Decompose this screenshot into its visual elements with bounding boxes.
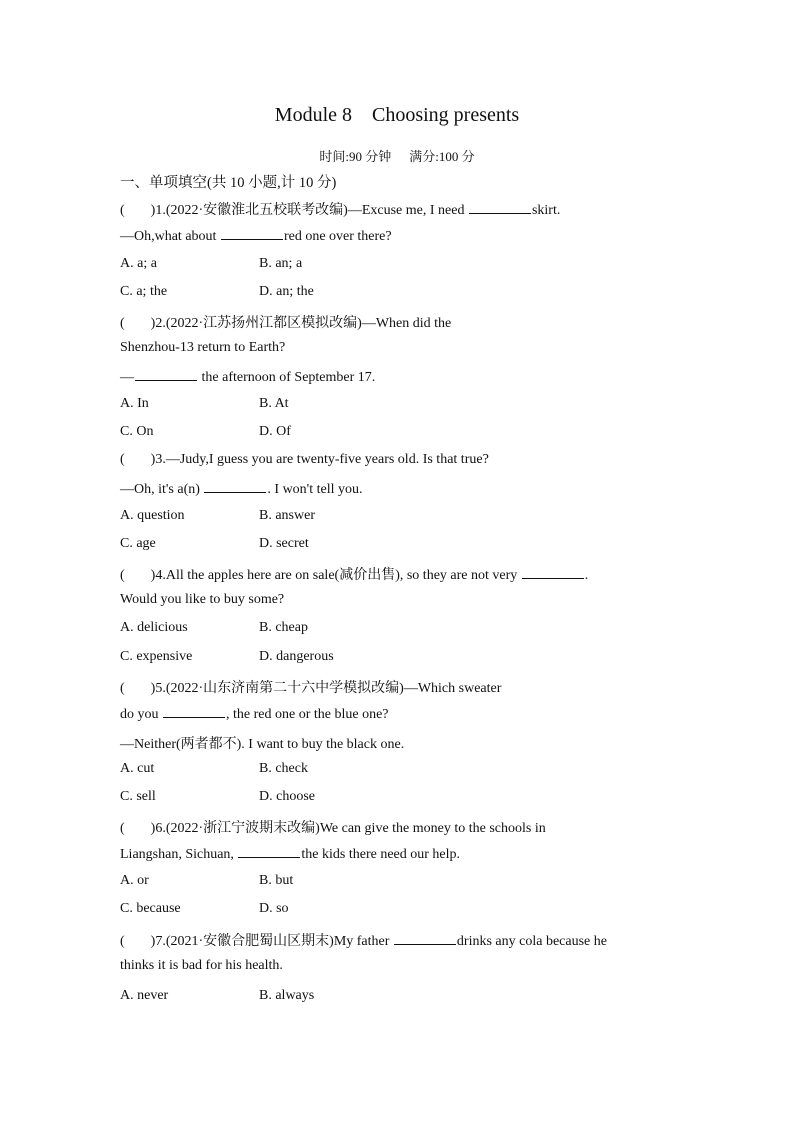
option-d[interactable]: D. choose bbox=[259, 789, 315, 804]
option-a[interactable]: A. delicious bbox=[120, 620, 188, 635]
option-d[interactable]: D. secret bbox=[259, 536, 309, 551]
option-c[interactable]: C. a; the bbox=[120, 284, 168, 299]
question-3: ( )3.—Judy,I guess you are twenty-five years old. Is that true? bbox=[120, 452, 489, 467]
option-b[interactable]: B. answer bbox=[259, 508, 315, 523]
option-a[interactable]: A. question bbox=[120, 508, 185, 523]
answer-blank[interactable] bbox=[204, 480, 266, 493]
option-a[interactable]: A. or bbox=[120, 873, 149, 888]
option-d[interactable]: D. Of bbox=[259, 424, 291, 439]
answer-blank[interactable] bbox=[522, 566, 584, 579]
question-2: ( )2.(2022·江苏扬州江都区模拟改编)—When did the bbox=[120, 316, 452, 331]
option-d[interactable]: D. dangerous bbox=[259, 649, 334, 664]
question-5-cont: do you , the red one or the blue one? bbox=[120, 707, 389, 722]
module-label: Module 8 bbox=[274, 104, 352, 126]
question-7: ( )7.(2021·安徽合肥蜀山区期末)My father drinks any cola because he bbox=[120, 934, 607, 949]
question-7-cont: thinks it is bad for his health. bbox=[120, 958, 283, 973]
answer-blank[interactable] bbox=[238, 845, 300, 858]
option-c[interactable]: C. sell bbox=[120, 789, 156, 804]
answer-blank[interactable] bbox=[394, 932, 456, 945]
option-c[interactable]: C. age bbox=[120, 536, 156, 551]
option-d[interactable]: D. an; the bbox=[259, 284, 314, 299]
answer-blank[interactable] bbox=[221, 227, 283, 240]
option-b[interactable]: B. an; a bbox=[259, 256, 303, 271]
page-title bbox=[0, 104, 794, 127]
question-3-reply: —Oh, it's a(n) . I won't tell you. bbox=[120, 482, 363, 497]
exam-meta bbox=[0, 146, 794, 165]
question-4: ( )4.All the apples here are on sale(减价出售), so they are not very . bbox=[120, 568, 589, 583]
section-title: 一、单项填空(共 10 小题,计 10 分) bbox=[120, 175, 337, 191]
question-6: ( )6.(2022·浙江宁波期末改编)We can give the money to the schools in bbox=[120, 821, 546, 836]
time-limit: 时间:90 分钟 bbox=[319, 149, 392, 164]
answer-blank[interactable] bbox=[163, 705, 225, 718]
question-4-cont: Would you like to buy some? bbox=[120, 592, 285, 607]
option-c[interactable]: C. expensive bbox=[120, 649, 193, 664]
option-a[interactable]: A. never bbox=[120, 988, 169, 1003]
option-b[interactable]: B. At bbox=[259, 396, 289, 411]
question-1-reply: —Oh,what about red one over there? bbox=[120, 229, 392, 244]
answer-blank[interactable] bbox=[135, 368, 197, 381]
question-5: ( )5.(2022·山东济南第二十六中学模拟改编)—Which sweater bbox=[120, 681, 502, 696]
option-c[interactable]: C. because bbox=[120, 901, 181, 916]
question-2-reply: — the afternoon of September 17. bbox=[120, 370, 376, 385]
option-c[interactable]: C. On bbox=[120, 424, 154, 439]
question-1: ( )1.(2022·安徽淮北五校联考改编)—Excuse me, I need skirt. bbox=[120, 203, 561, 218]
option-b[interactable]: B. cheap bbox=[259, 620, 308, 635]
topic-label: Choosing presents bbox=[372, 104, 520, 126]
option-a[interactable]: A. a; a bbox=[120, 256, 157, 271]
option-a[interactable]: A. cut bbox=[120, 761, 155, 776]
question-5-reply: —Neither(两者都不). I want to buy the black one. bbox=[120, 737, 405, 752]
option-b[interactable]: B. always bbox=[259, 988, 315, 1003]
answer-blank[interactable] bbox=[469, 201, 531, 214]
full-score: 满分:100 分 bbox=[409, 149, 475, 164]
option-d[interactable]: D. so bbox=[259, 901, 289, 916]
option-b[interactable]: B. but bbox=[259, 873, 294, 888]
option-b[interactable]: B. check bbox=[259, 761, 308, 776]
question-2-cont: Shenzhou-13 return to Earth? bbox=[120, 340, 286, 355]
question-6-cont: Liangshan, Sichuan, the kids there need our help. bbox=[120, 847, 461, 862]
option-a[interactable]: A. In bbox=[120, 396, 149, 411]
